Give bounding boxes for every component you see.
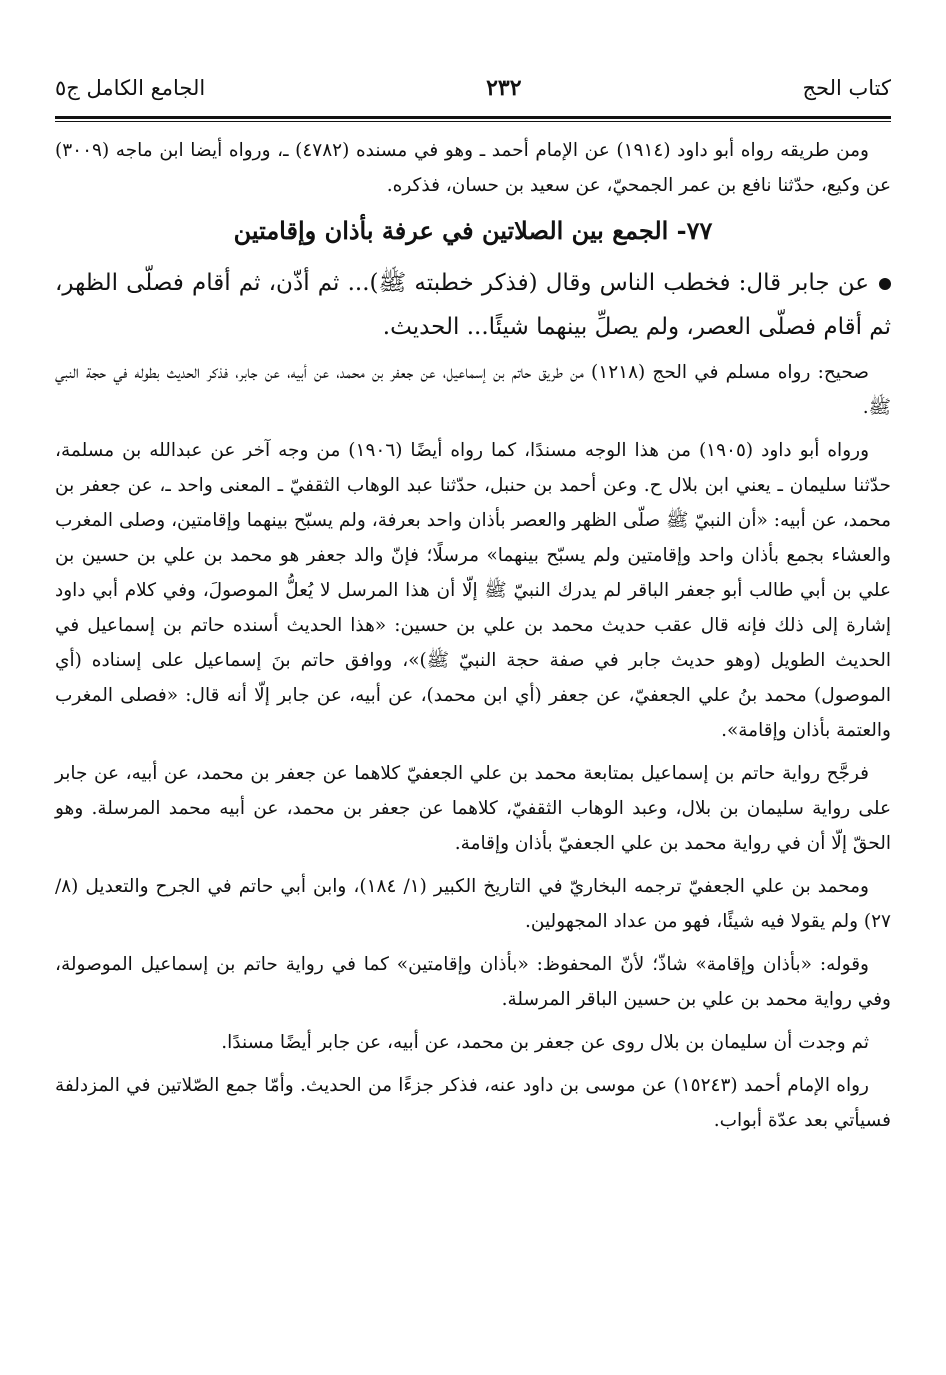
hadith-text-block (55, 261, 891, 349)
paragraph-jufi: ومحمد بن علي الجعفيّ ترجمه البخاريّ في التاريخ الكبير (١/ ١٨٤)، وابن أبي حاتم في الجرح والتعديل (٨/ ٢٧) ولم يقولا فيه شيئًا، فهو من عداد المجهولين. (55, 876, 891, 932)
book-title: كتاب الحج (802, 76, 891, 100)
page-number: ٢٣٢ (486, 75, 522, 101)
hadith-text: عن جابر قال: فخطب الناس وقال (فذكر خطبته ﷺ)... ثم أذّن، ثم أقام فصلّى الظهر، ثم أقام فصلّى العصر، ولم يصلِّ بينهما شيئًا... الحديث. (55, 270, 891, 340)
paragraph-shadh: وقوله: «بأذان وإقامة» شاذّ؛ لأنّ المحفوظ: «بأذان وإقامتين» كما في رواية حاتم بن إسماعيل الموصولة، وفي رواية محمد بن علي بن حسين الباقر المرسلة. (55, 954, 891, 1010)
intro-paragraph: ومن طريقه رواه أبو داود (١٩١٤) عن الإمام أحمد ـ وهو في مسنده (٤٧٨٢) ـ، ورواه أيضا ابن ماجه (٣٠٠٩) عن وكيع، حدّثنا نافع بن عمر الجمحيّ، عن سعيد بن حسان، فذكره. (55, 140, 891, 196)
paragraph-takhrij: صحيح: رواه مسلم في الحج (١٢١٨) من طريق حاتم بن إسماعيل، عن جعفر بن محمد، عن أبيه، عن جابر، فذكر الحديث بطوله في حجة النبي ﷺ. (55, 362, 891, 418)
page-body (55, 133, 891, 1146)
paragraph-abu-dawud: ورواه أبو داود (١٩٠٥) من هذا الوجه مسندًا، كما رواه أيضًا (١٩٠٦) من وجه آخر عن عبدالله بن مسلمة، حدّثنا سليمان ـ يعني ابن بلال ح. وعن أحمد بن حنبل، حدّثنا عبد الوهاب الثقفيّ ـ المعنى واحد ـ، عن جعفر بن محمد، عن أبيه: «أن النبيّ ﷺ صلّى الظهر والعصر بأذان واحد بعرفة، ولم يسبّح بينهما وإقامتين، وصلى المغرب والعشاء بجمع بأذان واحد وإقامتين ولم يسبّح بينهما» مرسلًا؛ فإنّ والد جعفر هو محمد بن علي بن حسين بن علي بن أبي طالب أبو جعفر الباقر لم يدرك النبيّ ﷺ إلّا أن هذا المرسل لا يُعلُّ الموصولَ، وفي كلام أبي داود إشارة إلى ذلك فإنه قال عقب حديث محمد بن علي بن حسين: «هذا الحديث أسنده حاتم بن إسماعيل في الحديث الطويل (وهو حديث جابر في صفة حجة النبيّ ﷺ)»، ووافق حاتم بنَ إسماعيل على إسناده (أي الموصول) محمد بنُ علي الجعفيّ، عن جعفر (أي ابن محمد)، عن أبيه، عن جابر إلّا أنه قال: «فصلى المغرب والعتمة بأذان وإقامة». (55, 440, 891, 741)
section-heading: ٧٧- الجمع بين الصلاتين في عرفة بأذان وإقامتين (233, 216, 713, 245)
header-rule-thick (55, 116, 891, 119)
paragraph-ahmad: رواه الإمام أحمد (١٥٢٤٣) عن موسى بن داود عنه، فذكر جزءًا من الحديث. وأمّا جمع الصّلاتين في المزدلفة فسيأتي بعد عدّة أبواب. (55, 1075, 891, 1131)
bullet-icon (879, 278, 891, 290)
page-header (55, 70, 891, 106)
collection-title: الجامع الكامل ج٥ (55, 76, 206, 100)
paragraph-tarjih: فرجَّح رواية حاتم بن إسماعيل بمتابعة محمد بن علي الجعفيّ كلاهما عن جعفر بن محمد، عن أبيه، عن جابر على رواية سليمان بن بلال، وعبد الوهاب الثقفيّ، كلاهما عن جعفر بن محمد، عن أبيه محمد المرسلة. وهو الحقّ إلّا أن في رواية محمد بن علي الجعفيّ بأذان وإقامة. (55, 763, 891, 854)
paragraph-sulayman: ثم وجدت أن سليمان بن بلال روى عن جعفر بن محمد، عن أبيه، عن جابر أيضًا مسندًا. (221, 1032, 869, 1053)
header-rule-thin (55, 121, 891, 122)
